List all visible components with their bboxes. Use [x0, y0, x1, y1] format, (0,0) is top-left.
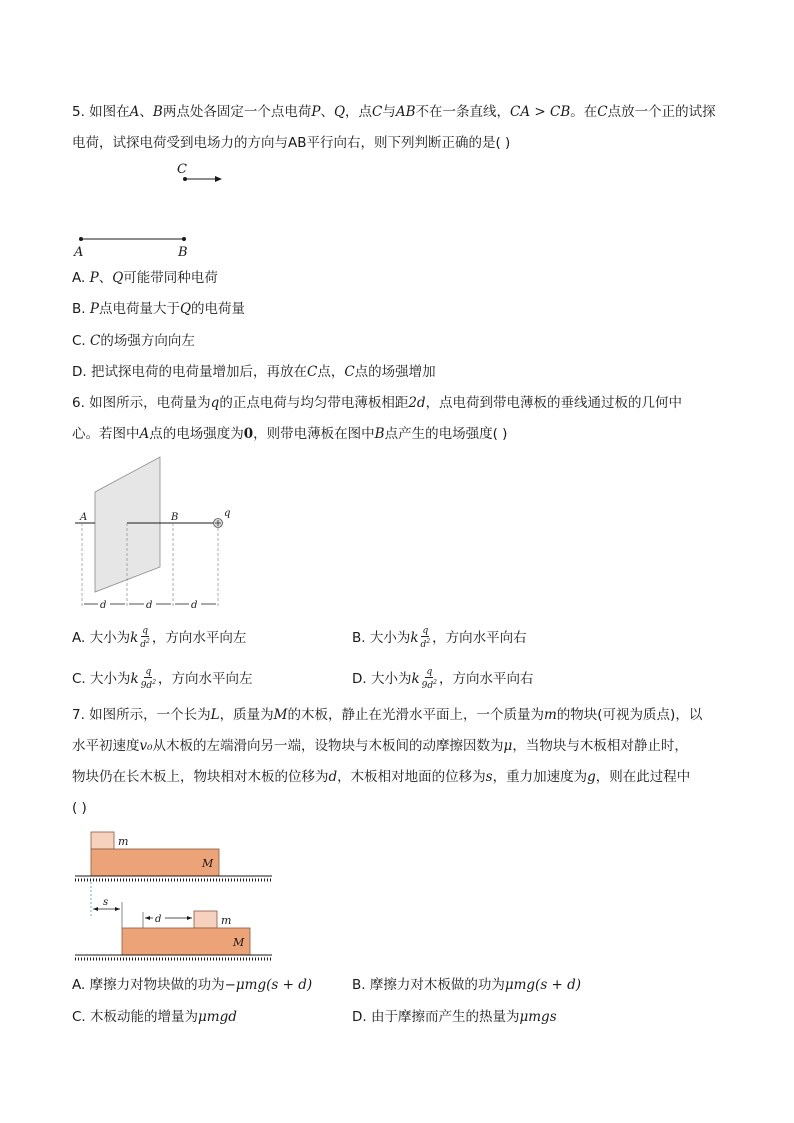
q7-option-d: D. 由于摩擦而产生的热量为μmgs — [352, 1009, 557, 1025]
q6-figure — [70, 452, 250, 617]
label-board-top: M — [202, 857, 214, 870]
label-q: q — [224, 508, 231, 519]
charged-plate — [95, 457, 160, 592]
q7-option-c: C. 木板动能的增量为μmgd — [72, 1009, 237, 1025]
dim-label-1: d — [100, 600, 107, 611]
dim-label-2: d — [146, 600, 153, 611]
q7-stem-line2: 水平初速度v₀从木板的左端滑向另一端，设物块与木板间的动摩擦因数为μ，当物块与木板相对静止时， — [72, 738, 688, 754]
arrow-s-head-l — [93, 907, 98, 911]
q7-stem-line1: 7. 如图所示，一个长为L，质量为M的木板，静止在光滑水平面上，一个质量为m的物块(可视为质点)，以 — [72, 707, 703, 723]
q7-figure — [72, 828, 277, 968]
block-m-bottom — [194, 911, 217, 928]
q6-option-c: C. 大小为k $\frac{q}{9d^2}$ ，方向水平向左 — [72, 666, 253, 691]
point-a-dot — [79, 237, 83, 241]
q5-option-d: D. 把试探电荷的电荷量增加后，再放在C点，C点的场强增加 — [72, 364, 436, 380]
q6-stem-line1: 6. 如图所示，电荷量为q的正点电荷与均匀带电薄板相距2d，点电荷到带电薄板的垂线通过板的几何中 — [72, 395, 683, 411]
q6-option-d: D. 大小为k $\frac{q}{9d^2}$ ，方向水平向右 — [352, 666, 534, 691]
arrow-s-head-r — [115, 907, 120, 911]
block-m-top — [91, 832, 114, 849]
q5-stem-line1: 5. 如图在A、B两点处各固定一个点电荷P、Q，点C与AB不在一条直线，CA > CB。在C点放一个正的试探 — [72, 104, 716, 120]
arrow-d-head-r — [187, 916, 192, 920]
q7-option-b: B. 摩擦力对木板做的功为μmg(s + d) — [352, 977, 582, 993]
point-b-dot — [182, 237, 186, 241]
q5-figure — [70, 158, 230, 258]
q5-option-b: B. P点电荷量大于Q的电荷量 — [72, 301, 246, 317]
label-m-top: m — [118, 835, 129, 848]
label-b: B — [178, 245, 188, 260]
q5-option-a: A. P、Q可能带同种电荷 — [72, 270, 218, 286]
board-top — [91, 849, 219, 876]
label-c: C — [177, 162, 187, 177]
label-a: A — [80, 512, 88, 523]
q6-option-b: B. 大小为k $\frac{q}{d^2}$ ，方向水平向右 — [352, 625, 527, 650]
label-board-bottom: M — [233, 936, 245, 949]
q6-stem-line2: 心。若图中A点的电场强度为0，则带电薄板在图中B点产生的电场强度( ) — [72, 426, 508, 442]
q5-stem-line2: 电荷，试探电荷受到电场力的方向与AB平行向右，则下列判断正确的是( ) — [72, 135, 511, 151]
q7-stem-line3: 物块仍在长木板上，物块相对木板的位移为d，木板相对地面的位移为s，重力加速度为g，则在此过程中 — [72, 769, 691, 785]
q7-option-a: A. 摩擦力对物块做的功为−μmg(s + d) — [72, 977, 313, 993]
arrow-d-head-l — [145, 916, 150, 920]
q5-option-c: C. C的场强方向向左 — [72, 333, 195, 349]
board-bottom — [122, 928, 250, 955]
label-b: B — [171, 512, 179, 523]
label-m-bottom: m — [221, 914, 232, 927]
label-a: A — [74, 245, 84, 260]
q7-stem-line4: ( ) — [72, 800, 87, 816]
label-s: s — [103, 897, 109, 908]
dim-label-3: d — [191, 600, 198, 611]
force-arrow-head — [215, 176, 222, 182]
q6-option-a: A. 大小为k $\frac{q}{d^2}$ ，方向水平向左 — [72, 625, 247, 650]
label-d: d — [155, 914, 162, 925]
